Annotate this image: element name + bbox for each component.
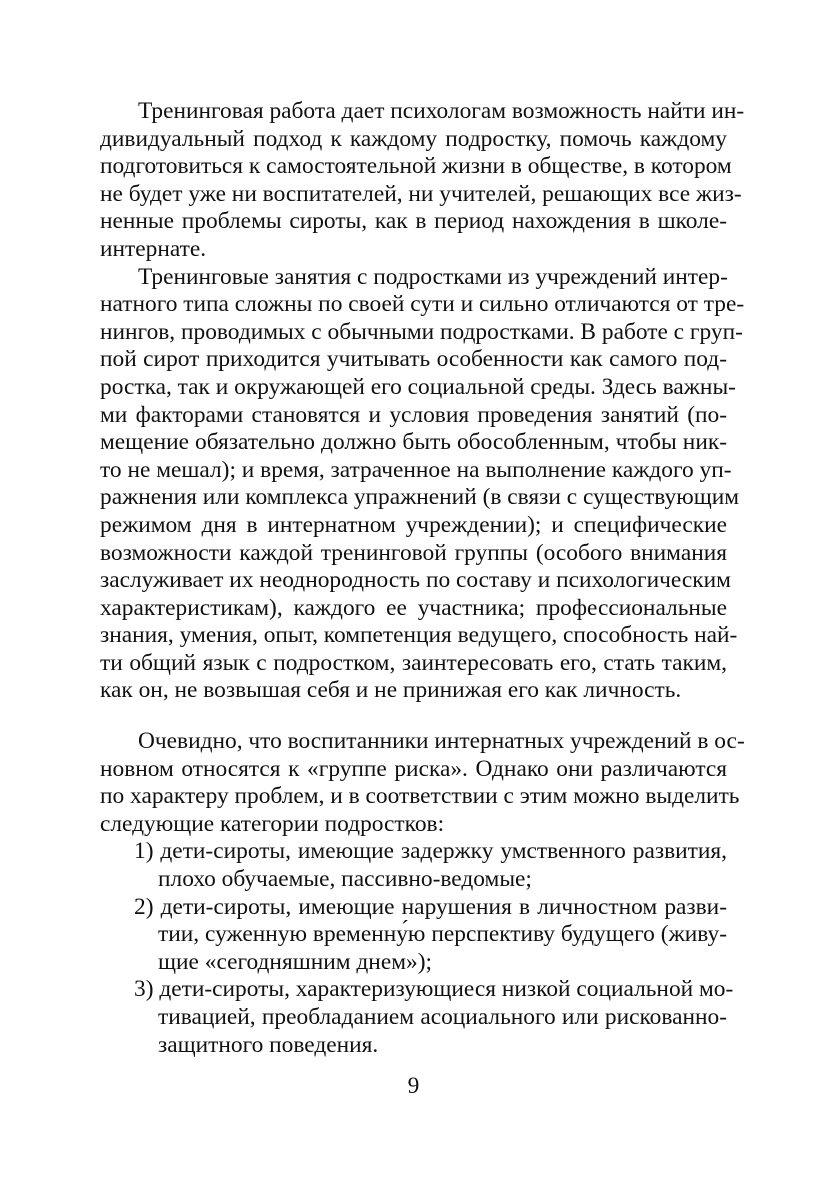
text-line: не будет уже ни воспитателей, ни учителей, решающих все жиз- <box>100 180 742 207</box>
text-line: то не мешал); и время, затраченное на выполнение каждого уп- <box>100 456 732 483</box>
text-line: возможности каждой тренинговой группы (особого внимания <box>100 539 727 566</box>
text-line: ти общий язык с подростком, заинтересовать его, стать таким, <box>100 649 727 676</box>
text-line: характеристикам), каждого ее участника; профессиональные <box>100 594 727 621</box>
text-line: режимом дня в интернатном учреждении); и специфические <box>100 511 727 538</box>
text-line: натного типа сложны по своей сути и сильно отличаются от тре- <box>100 291 745 318</box>
page-number: 9 <box>407 1073 420 1099</box>
text-line: дивидуальный подход к каждому подростку, помочь каждому <box>100 125 727 152</box>
text-line: по характеру проблем, и в соответствии с этим можно выделить <box>100 783 740 810</box>
list-item <box>100 838 727 893</box>
category-list <box>100 838 734 1059</box>
text-line: 2) дети-сироты, имеющие нарушения в личностном разви- <box>134 893 727 920</box>
paragraph-1 <box>100 98 745 264</box>
text-line: тивацией, преобладанием асоциального или рискованно- <box>158 1004 727 1030</box>
text-line: интернате. <box>100 235 207 262</box>
text-line: новном относятся к «группе риска». Однако они различаются <box>100 755 727 782</box>
text-line: Тренинговые занятия с подростками из учреждений интер- <box>138 263 728 290</box>
list-item <box>100 894 727 977</box>
text-line: Тренинговая работа дает психологам возможность найти ин- <box>138 98 745 124</box>
paragraph-3 <box>100 728 745 838</box>
text-line: ми факторами становятся и условия проведения занятий (по- <box>100 401 727 428</box>
text-line: нингов, проводимых с обычными подростками. В работе с груп- <box>100 318 743 345</box>
text-line: мещение обязательно должно быть обособленным, чтобы ник- <box>100 429 727 456</box>
text-line: защитного поведения. <box>158 1031 379 1058</box>
text-line: Очевидно, что воспитанники интернатных учреждений в ос- <box>138 728 745 755</box>
text-line: подготовиться к самостоятельной жизни в обществе, в котором <box>100 153 732 180</box>
text-line: ненные проблемы сироты, как в период нахождения в школе- <box>100 208 727 235</box>
text-line: ражнения или комплекса упражнений (в связи с существующим <box>100 484 740 511</box>
text-line: плохо обучаемые, пассивно-ведомые; <box>158 866 532 893</box>
paragraph-2 <box>100 263 745 706</box>
list-item <box>100 976 734 1059</box>
page-text <box>100 98 745 1059</box>
paragraph-gap <box>100 705 727 728</box>
text-line: знания, умения, опыт, компетенция ведущего, способность най- <box>100 622 738 649</box>
text-line: ростка, так и окружающей его социальной среды. Здесь важны- <box>100 373 736 400</box>
text-line: 1) дети-сироты, имеющие задержку умственного развития, <box>134 838 727 865</box>
text-line: 3) дети-сироты, характеризующиеся низкой социальной мо- <box>134 976 734 1003</box>
text-line: следующие категории подростков: <box>100 810 445 837</box>
text-line: щие «сегодняшним днем»); <box>158 948 432 975</box>
text-line: как он, не возвышая себя и не принижая его как личность. <box>100 677 682 704</box>
text-line: пой сирот приходится учитывать особенности как самого под- <box>100 346 727 373</box>
text-line: тии, суженную временну́ю перспективу будущего (живу- <box>158 921 727 948</box>
text-line: заслуживает их неоднородность по составу и психологическим <box>100 567 731 594</box>
